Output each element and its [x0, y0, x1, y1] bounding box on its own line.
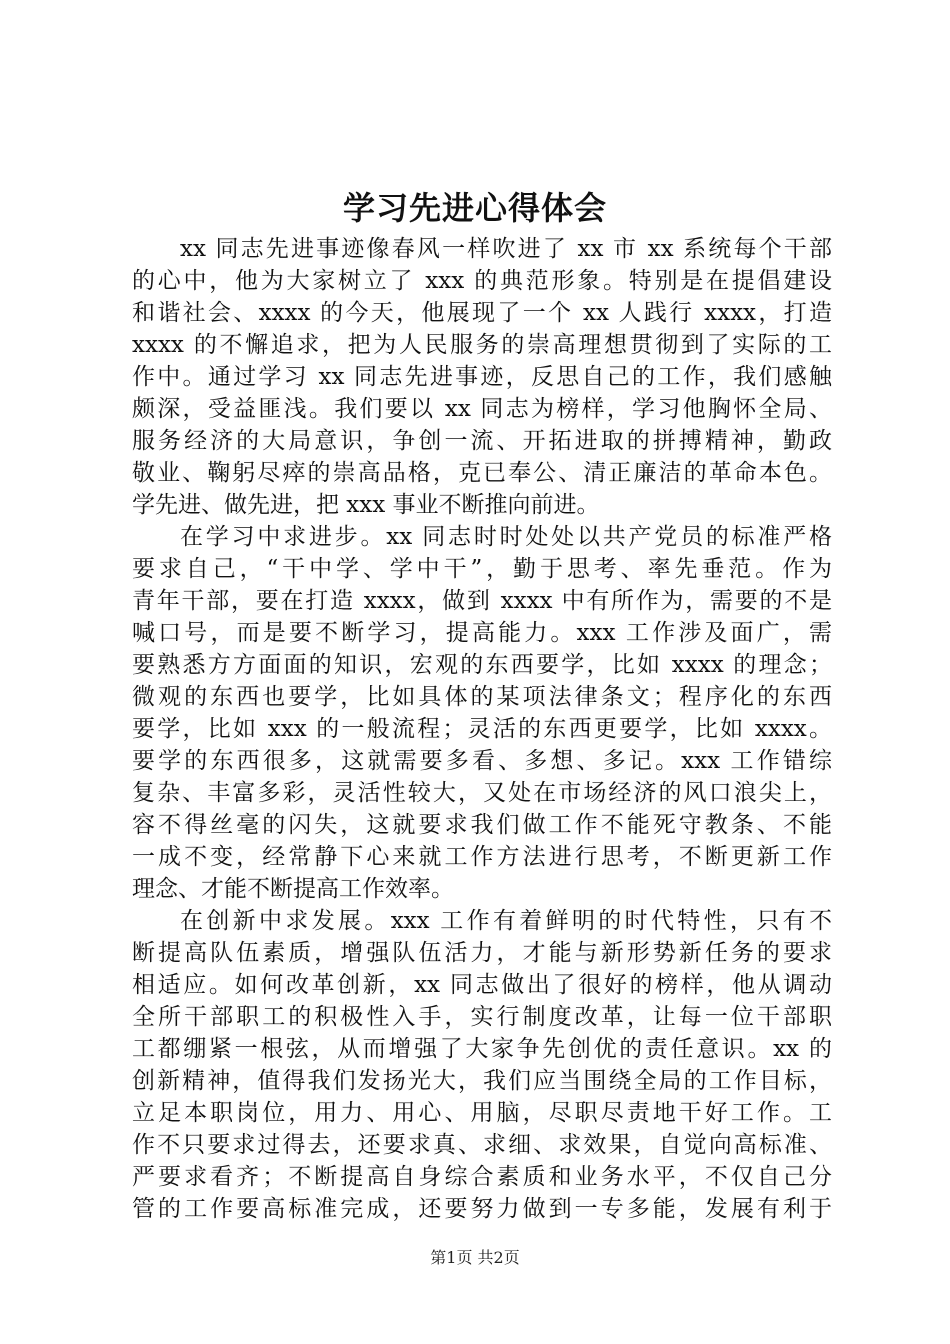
text-line: 作不只要求过得去，还要求真、求细、求效果，自觉向高标准、	[132, 1132, 832, 1158]
text-line: 要学的东西很多，这就需要多看、多想、多记。xxx 工作错综	[132, 748, 832, 774]
text-line: 要求自己，“干中学、学中干”，勤于思考、率先垂范。作为	[132, 556, 832, 582]
text-line: 断提高队伍素质，增强队伍活力，才能与新形势新任务的要求	[132, 940, 832, 966]
text-line: xx 同志先进事迹像春风一样吹进了 xx 市 xx 系统每个干部	[180, 236, 832, 262]
page-number-footer: 第1页 共2页	[430, 1248, 520, 1267]
paragraph-3	[132, 905, 832, 1225]
text-line: 严要求看齐；不断提高自身综合素质和业务水平，不仅自己分	[132, 1164, 832, 1190]
text-line: 作中。通过学习 xx 同志先进事迹，反思自己的工作，我们感触	[132, 364, 832, 390]
text-line: 的心中，他为大家树立了 xxx 的典范形象。特别是在提倡建设	[132, 268, 832, 294]
text-line: 创新精神，值得我们发扬光大，我们应当围绕全局的工作目标，	[132, 1068, 832, 1094]
text-line: 一成不变，经常静下心来就工作方法进行思考，不断更新工作	[132, 844, 832, 870]
text-line: 和谐社会、xxxx 的今天，他展现了一个 xx 人践行 xxxx，打造	[132, 300, 832, 326]
paragraph-2	[132, 521, 832, 905]
text-line: 在创新中求发展。xxx 工作有着鲜明的时代特性，只有不	[180, 908, 832, 934]
text-line: 立足本职岗位，用力、用心、用脑，尽职尽责地干好工作。工	[132, 1100, 832, 1126]
text-line: xxxx 的不懈追求，把为人民服务的崇高理想贯彻到了实际的工	[132, 332, 832, 358]
text-line: 服务经济的大局意识，争创一流、开拓进取的拼搏精神，勤政	[132, 428, 832, 454]
text-line: 复杂、丰富多彩，灵活性较大，又处在市场经济的风口浪尖上，	[132, 780, 832, 806]
text-line: 微观的东西也要学，比如具体的某项法律条文；程序化的东西	[132, 684, 832, 710]
text-line: 全所干部职工的积极性入手，实行制度改革，让每一位干部职	[132, 1004, 832, 1030]
text-line: 在学习中求进步。xx 同志时时处处以共产党员的标准严格	[180, 524, 832, 550]
paragraph-1	[132, 233, 832, 521]
text-line: 容不得丝毫的闪失，这就要求我们做工作不能死守教条、不能	[132, 812, 832, 838]
text-line: 工都绷紧一根弦，从而增强了大家争先创优的责任意识。xx 的	[132, 1036, 832, 1062]
text-line: 理念、才能不断提高工作效率。	[132, 876, 454, 902]
text-line: 管的工作要高标准完成，还要努力做到一专多能，发展有利于	[132, 1196, 832, 1222]
text-line: 敬业、鞠躬尽瘁的崇高品格，克已奉公、清正廉洁的革命本色。	[132, 460, 832, 486]
text-line: 要学，比如 xxx 的一般流程；灵活的东西更要学，比如 xxxx。	[132, 716, 832, 742]
document-title: 学习先进心得体会	[342, 189, 607, 227]
document-body	[132, 233, 832, 1225]
text-line: 要熟悉方方面面的知识，宏观的东西要学，比如 xxxx 的理念；	[132, 652, 832, 678]
text-line: 青年干部，要在打造 xxxx，做到 xxxx 中有所作为，需要的不是	[132, 588, 832, 614]
text-line: 颇深，受益匪浅。我们要以 xx 同志为榜样，学习他胸怀全局、	[132, 396, 832, 422]
text-line: 相适应。如何改革创新，xx 同志做出了很好的榜样，他从调动	[132, 972, 832, 998]
text-line: 喊口号，而是要不断学习，提高能力。xxx 工作涉及面广，需	[132, 620, 832, 646]
text-line: 学先进、做先进，把 xxx 事业不断推向前进。	[132, 492, 600, 518]
